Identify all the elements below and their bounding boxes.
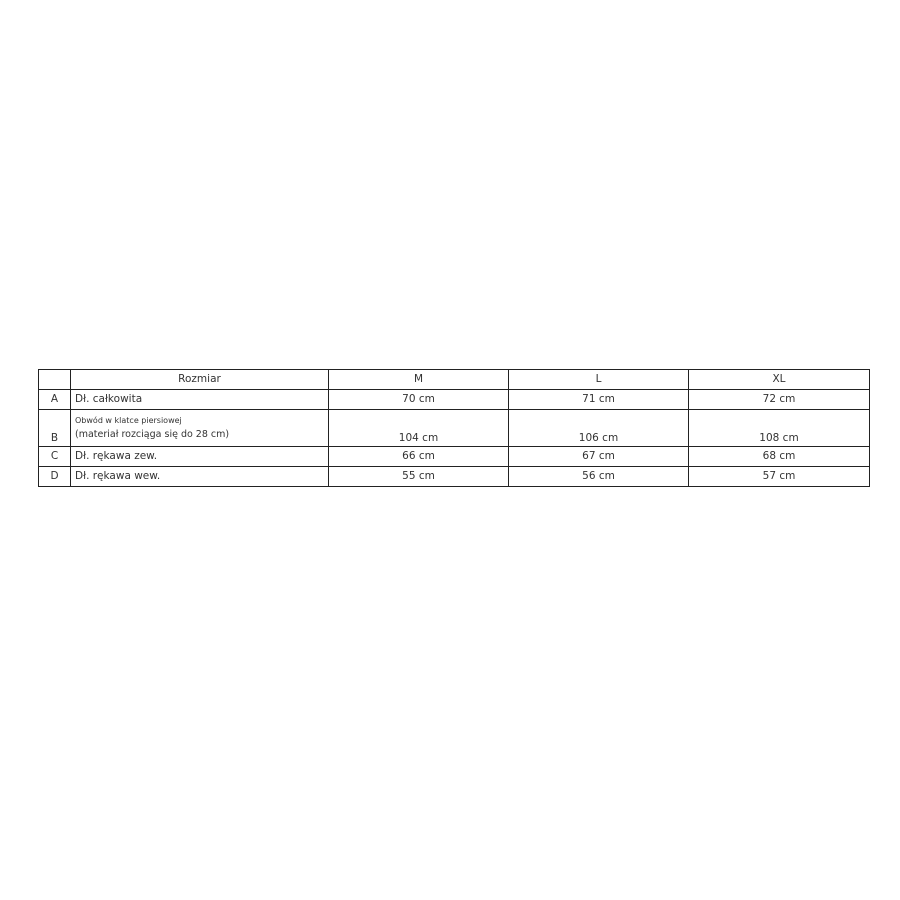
- row-label: Dł. rękawa zew.: [71, 447, 329, 467]
- header-size-l: L: [509, 370, 689, 390]
- value-l: 67 cm: [509, 447, 689, 467]
- row-label: Dł. rękawa wew.: [71, 467, 329, 487]
- header-size-m: M: [329, 370, 509, 390]
- value-xl: 72 cm: [689, 390, 870, 410]
- value-xl: 68 cm: [689, 447, 870, 467]
- value-xl: 57 cm: [689, 467, 870, 487]
- table-header-row: [39, 370, 870, 390]
- header-size-xl: XL: [689, 370, 870, 390]
- header-letter-cell: [39, 370, 71, 390]
- row-label: [71, 410, 329, 447]
- row-letter: A: [39, 390, 71, 410]
- table-row: [39, 467, 870, 487]
- table-row: [39, 447, 870, 467]
- row-letter: D: [39, 467, 71, 487]
- table-row: [39, 410, 870, 447]
- row-letter: C: [39, 447, 71, 467]
- row-label-line2: (materiał rozciąga się do 28 cm): [75, 429, 230, 440]
- table-row: [39, 390, 870, 410]
- value-l: 71 cm: [509, 390, 689, 410]
- row-letter: B: [39, 410, 71, 447]
- row-label-line1: Obwód w klatce piersiowej: [75, 416, 182, 425]
- value-xl: 108 cm: [689, 410, 870, 447]
- header-size-label: Rozmiar: [71, 370, 329, 390]
- value-l: 106 cm: [509, 410, 689, 447]
- row-label: Dł. całkowita: [71, 390, 329, 410]
- value-m: 55 cm: [329, 467, 509, 487]
- size-chart-table: [38, 369, 870, 487]
- value-l: 56 cm: [509, 467, 689, 487]
- value-m: 104 cm: [329, 410, 509, 447]
- value-m: 66 cm: [329, 447, 509, 467]
- value-m: 70 cm: [329, 390, 509, 410]
